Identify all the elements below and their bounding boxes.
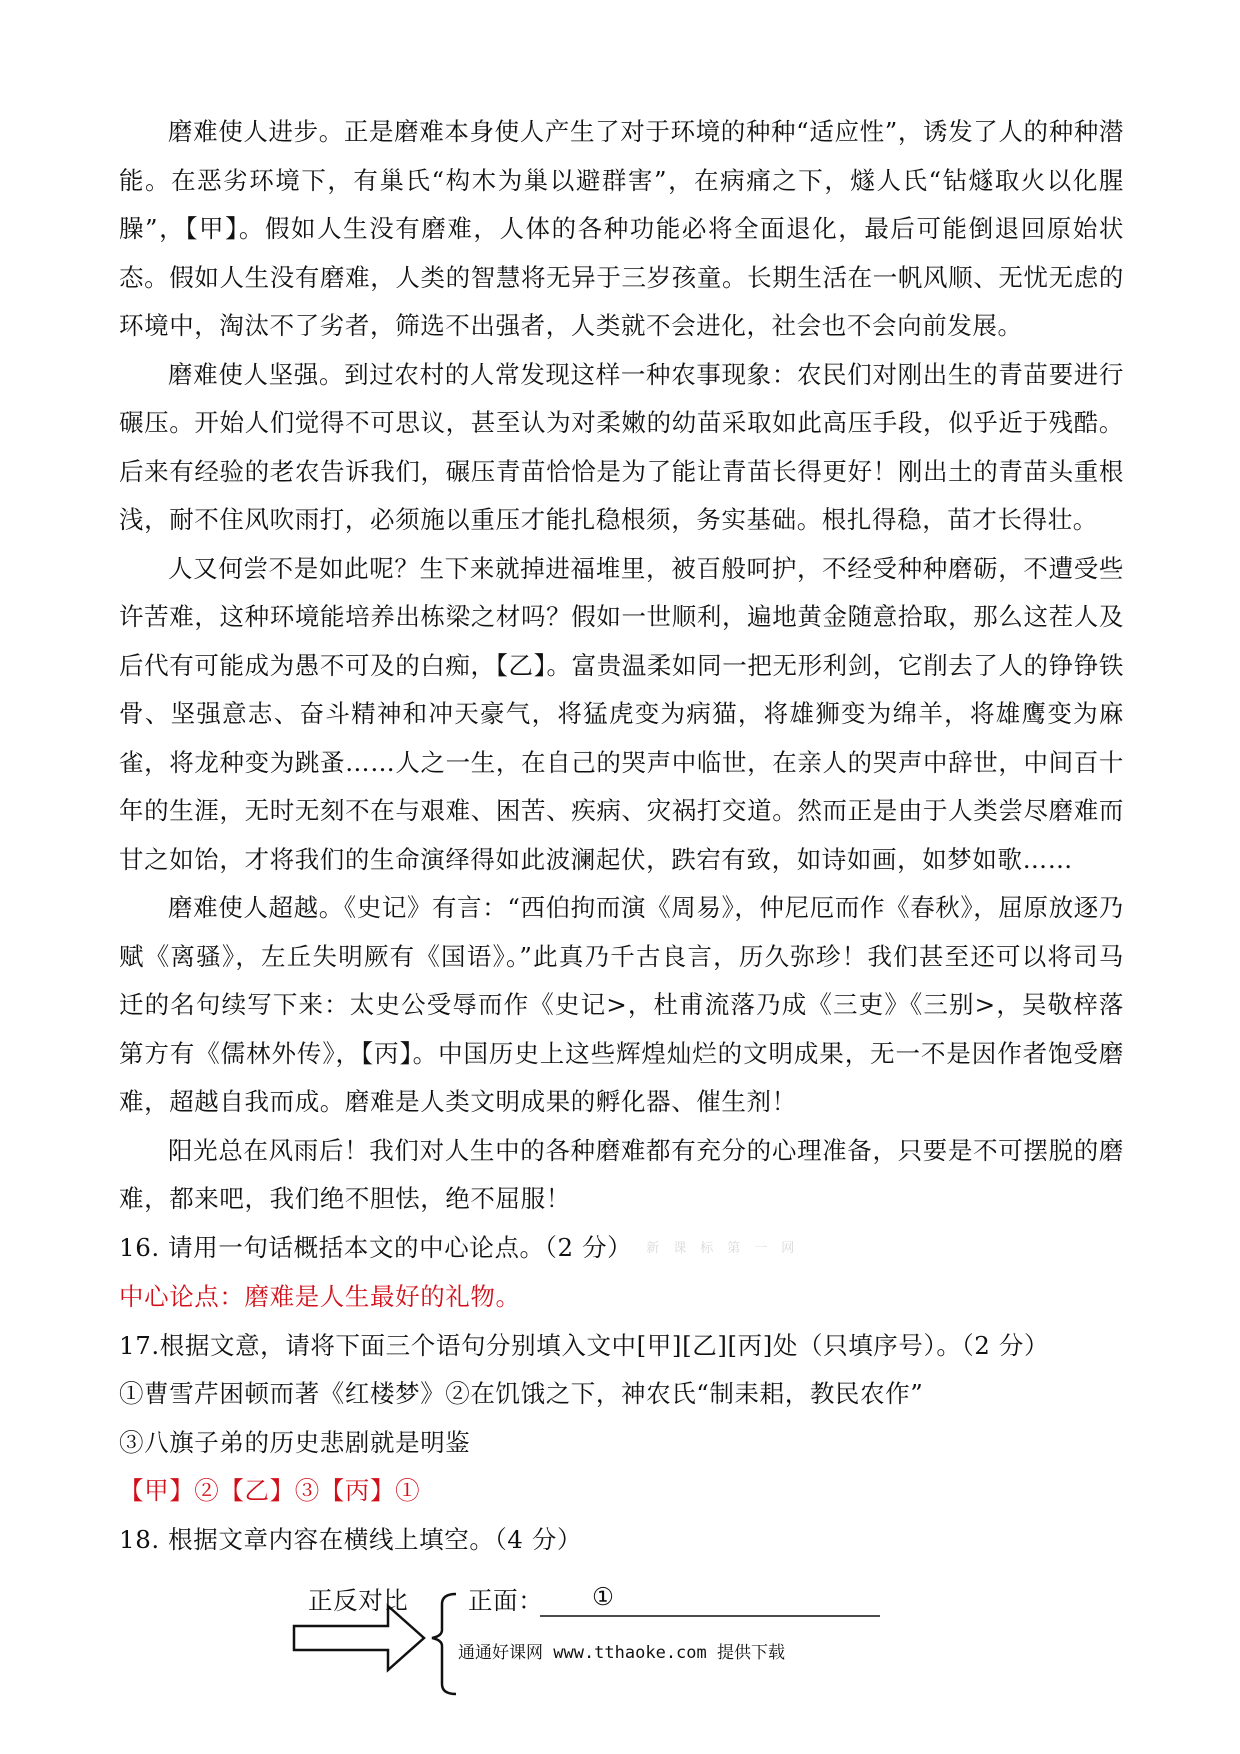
passage-paragraph-3: 人又何尝不是如此呢？生下来就掉进福堆里，被百般呵护，不经受种种磨砺，不遭受些许苦难，这种环境能培养出栋梁之材吗？假如一世顺利，遍地黄金随意拾取，那么这茬人及后代有可能成为愚不可及的白痴，【乙】。富贵温柔如同一把无形利剑，它削去了人的铮铮铁骨、坚强意志、奋斗精神和冲天豪气，将猛虎变为病猫，将雄狮变为绵羊，将雄鹰变为麻雀，将龙种变为跳蚤……人之一生，在自己的哭声中临世，在亲人的哭声中辞世，中间百十年的生涯，无时无刻不在与艰难、困苦、疾病、灾祸打交道。然而正是由于人类尝尽磨难而甘之如饴，才将我们的生命演绎得如此波澜起伏，跌宕有致，如诗如画，如梦如歌…… [119,553,1124,874]
source-note: 通通好课网 www.tthaoke.com 提供下载 [458,1643,785,1663]
passage-paragraph-5: 阳光总在风雨后！我们对人生中的各种磨难都有充分的心理准备，只要是不可摆脱的磨难，都来吧，我们绝不胆怯，绝不屈服！ [119,1135,1124,1213]
question-16-text: 16. 请用一句话概括本文的中心论点。（2 分） [119,1232,633,1262]
question-17-options-1: ①曹雪芹困顿而著《红楼梦》②在饥饿之下，神农氏“制耒耜，教民农作” [119,1379,924,1409]
arrow-right-icon [294,1606,424,1670]
question-17-options-2: ③八旗子弟的历史悲剧就是明鉴 [119,1427,471,1457]
contrast-label: 正反对比 [308,1586,409,1615]
question-16-answer: 中心论点：磨难是人生最好的礼物。 [119,1282,521,1312]
question-18: 18. 根据文章内容在横线上填空。（4 分） [119,1524,583,1554]
question-17: 17.根据文意，请将下面三个语句分别填入文中[甲][乙][丙]处（只填序号）。（2 分） [119,1330,1050,1360]
question-17-answer: 【甲】②【乙】③【丙】① [119,1476,421,1506]
front-label: 正面： [468,1586,544,1615]
passage-paragraph-4: 磨难使人超越。《史记》有言：“西伯拘而演《周易》，仲尼厄而作《春秋》，屈原放逐乃赋《离骚》，左丘失明厥有《国语》。”此真乃千古良言，历久弥珍！我们甚至还可以将司马迁的名句续写下来：太史公受辱而作《史记>，杜甫流落乃成《三吏》《三别>，吴敬梓落第方有《儒林外传》，【丙】。中国历史上这些辉煌灿烂的文明成果，无一不是因作者饱受磨难，超越自我而成。磨难是人类文明成果的孵化器、催生剂！ [119,893,1124,1116]
document-content [119,108,1124,1564]
passage-paragraph-2: 磨难使人坚强。到过农村的人常发现这样一种农事现象：农民们对刚出生的青苗要进行碾压。开始人们觉得不可思议，甚至认为对柔嫩的幼苗采取如此高压手段，似乎近于残酷。后来有经验的老农告诉我们，碾压青苗恰恰是为了能让青苗长得更好！刚出土的青苗头重根浅，耐不住风吹雨打，必须施以重压才能扎稳根须，务实基础。根扎得稳，苗才长得壮。 [119,359,1124,534]
blank-marker: ① [592,1582,615,1611]
watermark-text: 新课标第一网 [646,1240,809,1256]
passage-paragraph-1: 磨难使人进步。正是磨难本身使人产生了对于环境的种种“适应性”，诱发了人的种种潜能。在恶劣环境下，有巢氏“构木为巢以避群害”，在病痛之下，燧人氏“钻燧取火以化腥臊”，【甲】。假如人生没有磨难，人体的各种功能必将全面退化，最后可能倒退回原始状态。假如人生没有磨难，人类的智慧将无异于三岁孩童。长期生活在一帆风顺、无忧无虑的环境中，淘汰不了劣者，筛选不出强者，人类就不会进化，社会也不会向前发展。 [119,117,1124,340]
contrast-diagram [290,1572,910,1702]
brace-shape [432,1594,456,1694]
question-16 [119,1224,1124,1274]
